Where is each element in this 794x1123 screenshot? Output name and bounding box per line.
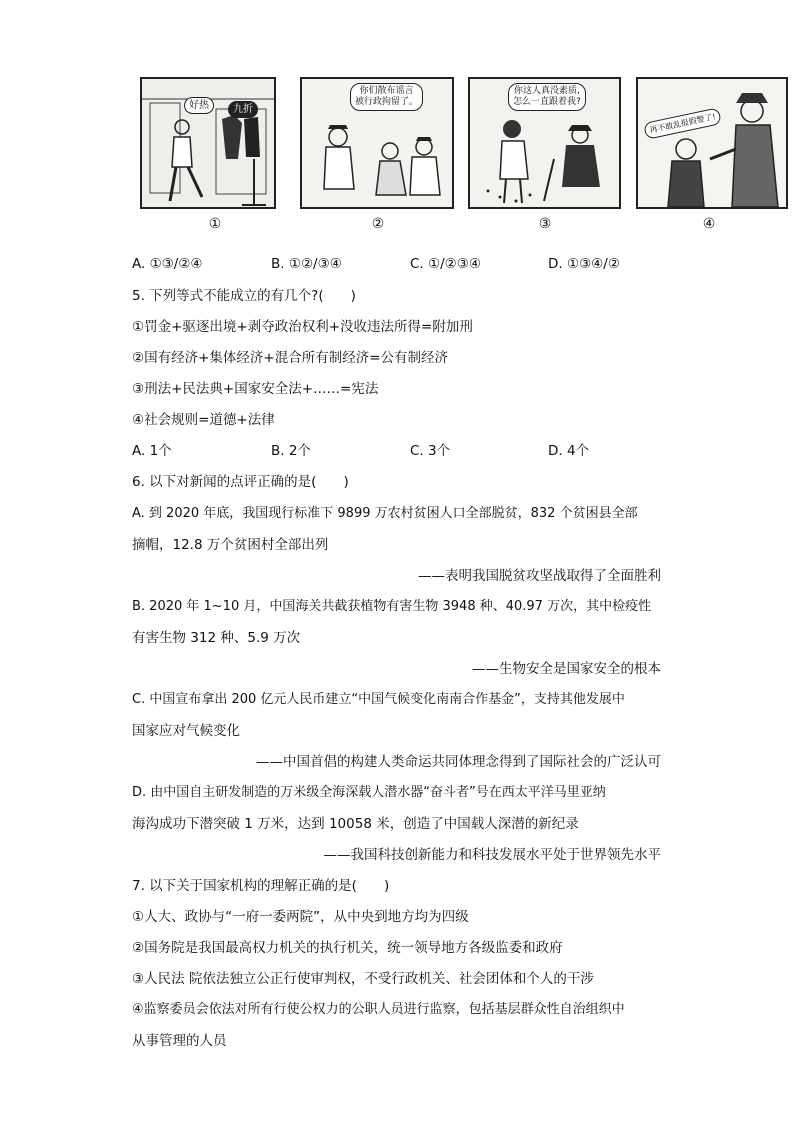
q7-item-2: ②国务院是我国最高权力机关的执行机关，统一领导地方各级监委和政府 [132, 940, 563, 956]
speech-bubble-woman: 你这人真没素质, 怎么一直跟着我? [508, 83, 586, 111]
q4-option-d[interactable]: D. ①③④/② [548, 256, 620, 272]
q5-item-4: ④社会规则=道德+法律 [132, 412, 275, 428]
q7-item-1: ①人大、政协与“一府一委两院”，从中央到地方均为四级 [132, 909, 469, 925]
q6-option-c-line2: 国家应对气候变化 [132, 723, 240, 739]
cartoon-panel-3 [468, 77, 621, 209]
q4-option-b[interactable]: B. ①②/③④ [271, 256, 342, 272]
q6-option-c-line1[interactable]: C. 中国宣布拿出 200 亿元人民币建立“中国气候变化南南合作基金”，支持其他发展中 [132, 692, 625, 707]
q5-stem: 5. 下列等式不能成立的有几个?( ) [132, 288, 356, 304]
q6-option-a-line2: 摘帽，12.8 万个贫困村全部出列 [132, 537, 329, 553]
sign-hot: 好热 [184, 97, 214, 114]
q4-option-c[interactable]: C. ①/②③④ [410, 256, 481, 272]
sign-discount: 九折 [228, 101, 258, 118]
q5-option-b[interactable]: B. 2个 [271, 443, 311, 459]
q6-option-b-line2: 有害生物 312 种、5.9 万次 [132, 630, 301, 646]
speech-bubble-man: 再不敢乱报假警了! [643, 107, 722, 140]
q4-option-a[interactable]: A. ①③/②④ [132, 256, 203, 272]
q7-item-4-cont: 从事管理的人员 [132, 1033, 227, 1049]
q6-option-d-comment: ——我国科技创新能力和科技发展水平处于世界领先水平 [323, 847, 661, 863]
cartoon-panel-4 [636, 77, 788, 209]
panel-number-3: ③ [538, 216, 552, 232]
cartoon-panel-1 [140, 77, 276, 209]
q7-item-3: ③人民法 院依法独立公正行使审判权，不受行政机关、社会团体和个人的干涉 [132, 971, 594, 987]
q5-option-c[interactable]: C. 3个 [410, 443, 451, 459]
q7-item-4: ④监察委员会依法对所有行使公权力的公职人员进行监察，包括基层群众性自治组织中 [132, 1002, 625, 1017]
q6-option-d-line1[interactable]: D. 由中国自主研发制造的万米级全海深载人潜水器“奋斗者”号在西太平洋马里亚纳 [132, 785, 606, 800]
q5-item-2: ②国有经济+集体经济+混合所有制经济=公有制经济 [132, 350, 449, 366]
cartoon-drawing-4 [638, 79, 788, 209]
panel-number-2: ② [371, 216, 385, 232]
q5-item-1: ①罚金+驱逐出境+剥夺政治权利+没收违法所得=附加刑 [132, 319, 473, 335]
panel-number-4: ④ [702, 216, 716, 232]
cartoon-panel-2 [300, 77, 454, 209]
q6-option-a-comment: ——表明我国脱贫攻坚战取得了全面胜利 [418, 568, 661, 584]
q6-stem: 6. 以下对新闻的点评正确的是( ) [132, 474, 349, 490]
q5-option-a[interactable]: A. 1个 [132, 443, 172, 459]
panel-number-1: ① [208, 216, 222, 232]
speech-bubble-police: 你们散布谣言 被行政拘留了。 [350, 83, 423, 111]
q5-option-d[interactable]: D. 4个 [548, 443, 590, 459]
q7-stem: 7. 以下关于国家机构的理解正确的是( ) [132, 878, 390, 894]
q6-option-d-line2: 海沟成功下潜突破 1 万米，达到 10058 米，创造了中国载人深潜的新纪录 [132, 816, 579, 832]
q6-option-b-line1[interactable]: B. 2020 年 1~10 月，中国海关共截获植物有害生物 3948 种、40.97 万次，其中检疫性 [132, 599, 652, 614]
q6-option-c-comment: ——中国首倡的构建人类命运共同体理念得到了国际社会的广泛认可 [256, 754, 661, 770]
q6-option-a-line1[interactable]: A. 到 2020 年底，我国现行标准下 9899 万农村贫困人口全部脱贫，832 个贫困县全部 [132, 506, 638, 521]
q5-item-3: ③刑法+民法典+国家安全法+……=宪法 [132, 381, 379, 397]
q6-option-b-comment: ——生物安全是国家安全的根本 [472, 661, 661, 677]
